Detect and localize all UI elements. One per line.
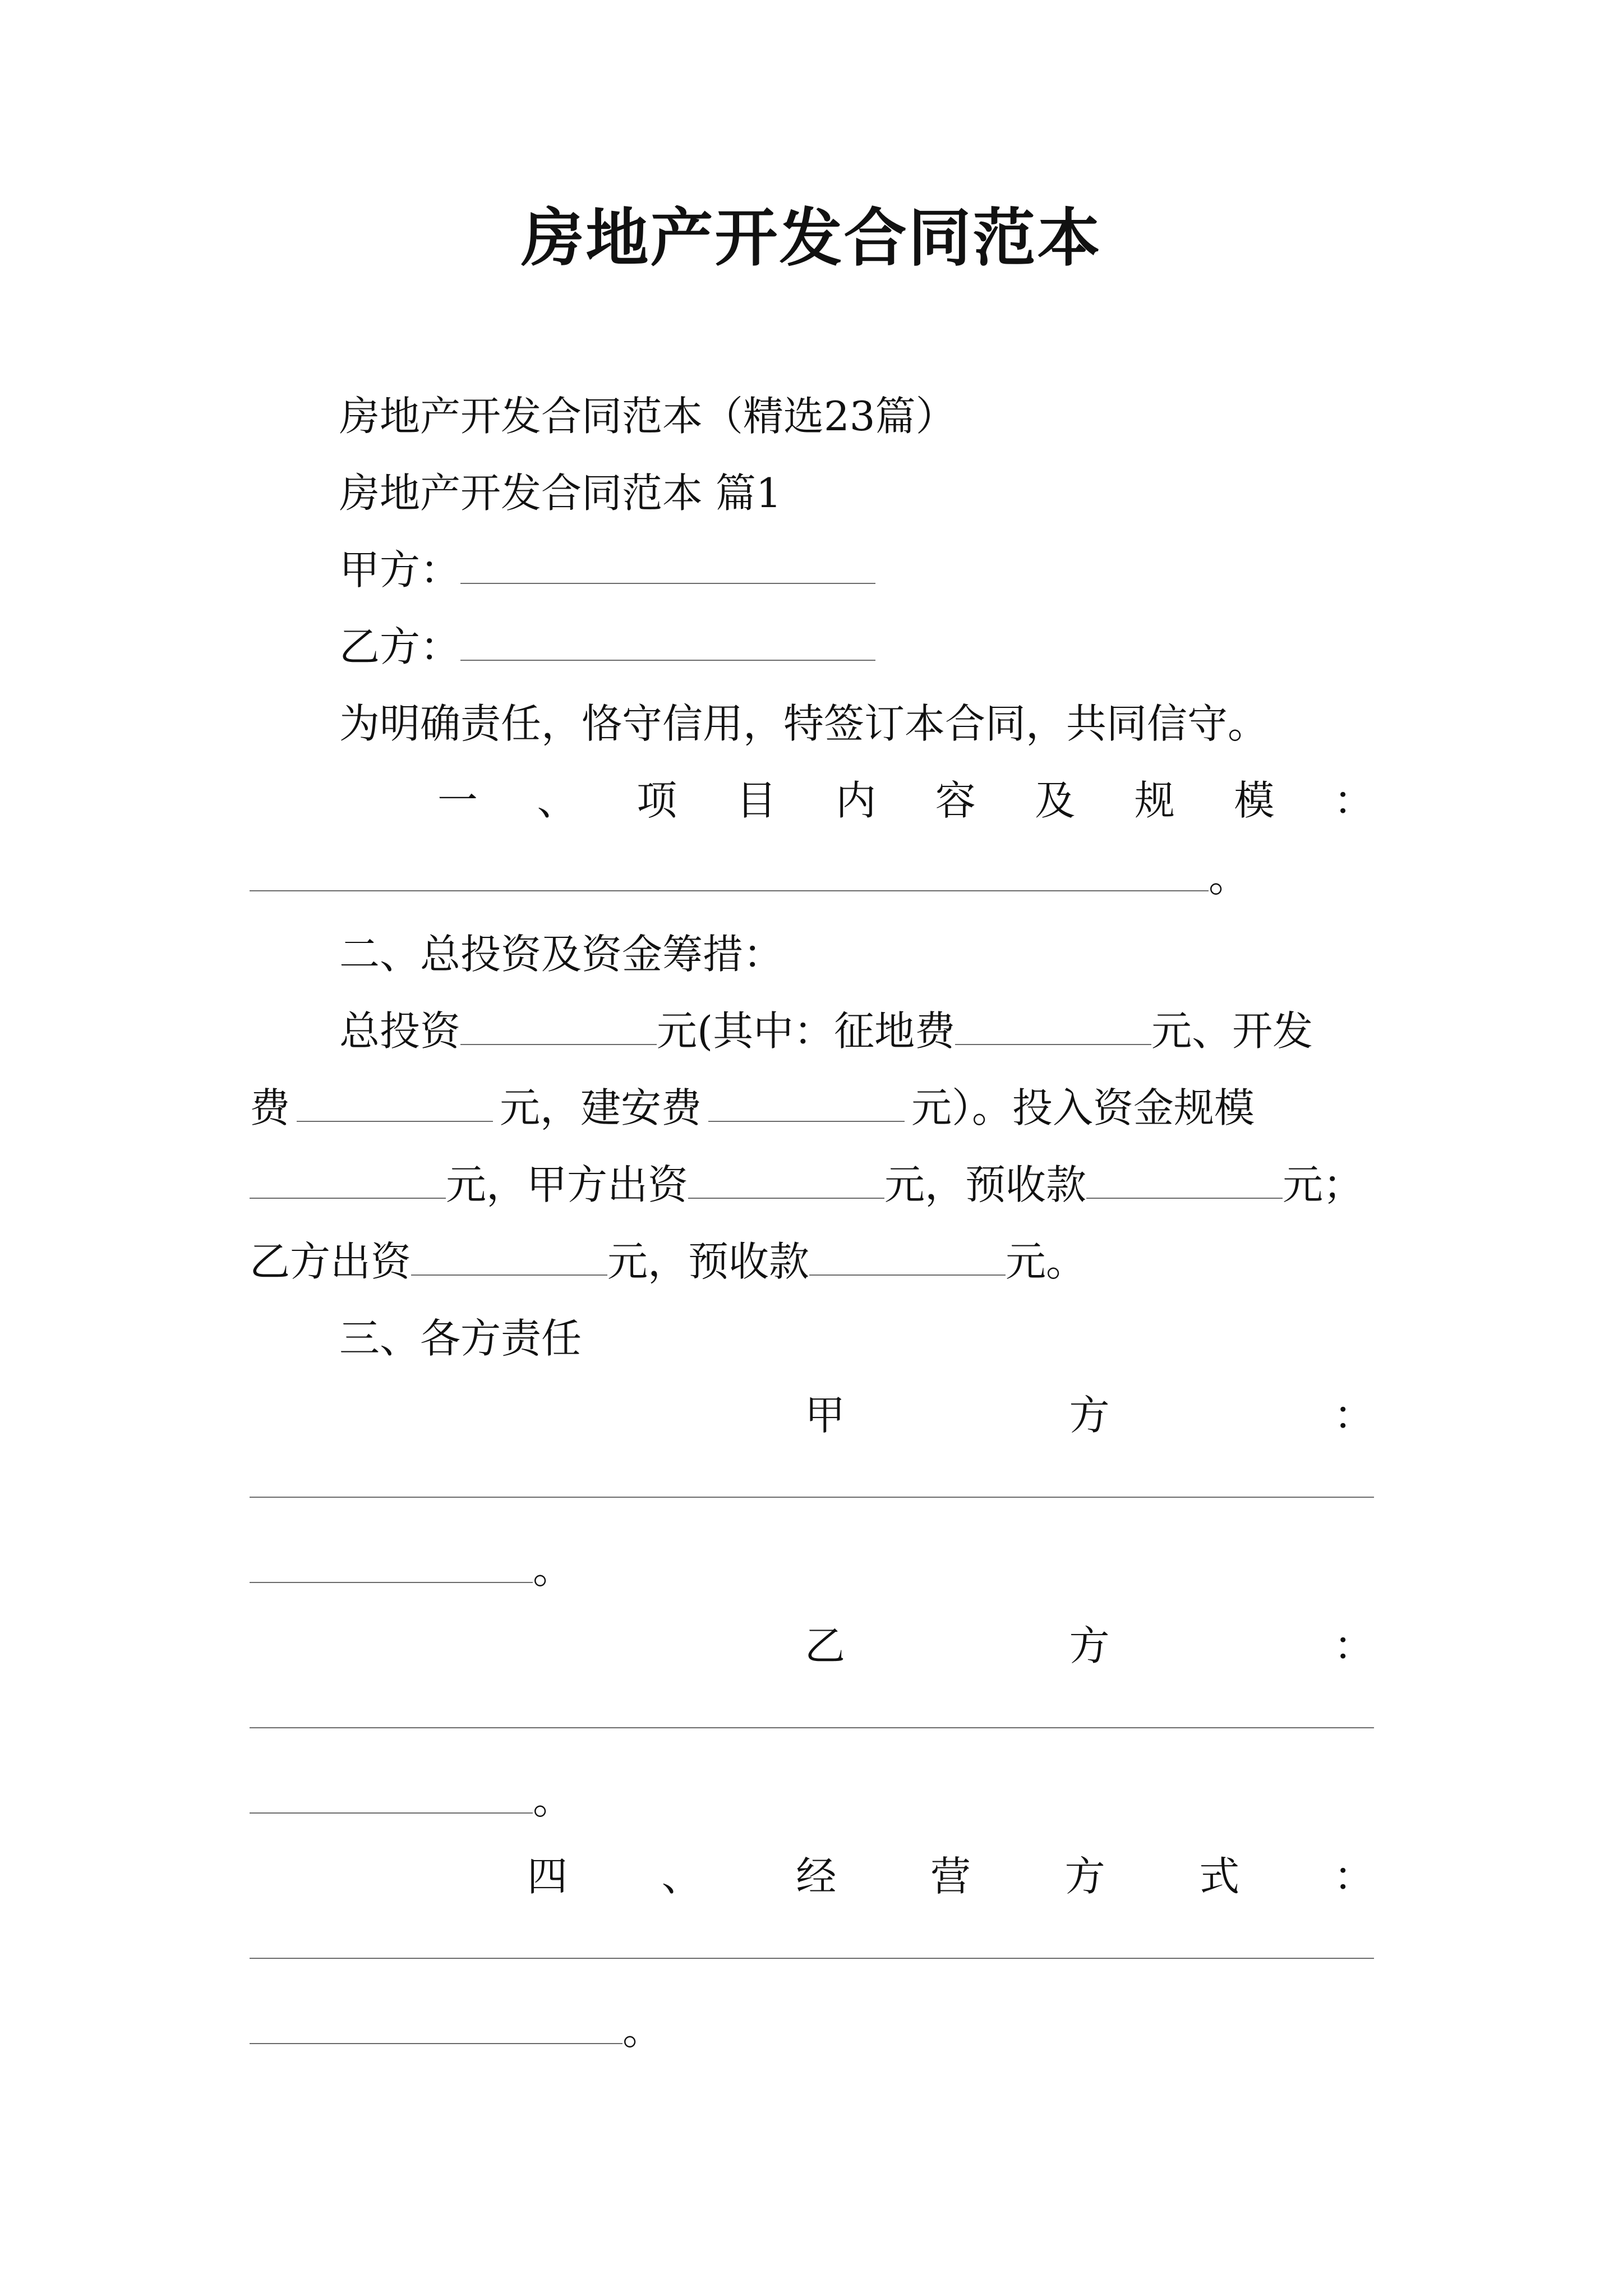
item1-blank [250,855,1209,891]
item3-char: 甲 [805,1392,846,1439]
item1-char: 模 [1234,777,1275,824]
party-a-prepaid-blank [1086,1163,1283,1199]
item4-char: ： [1333,1853,1374,1900]
item3-end: 。 [533,1776,574,1823]
item3-party-a-blank-line [250,1462,1405,1522]
construction-fee-blank [708,1086,905,1122]
item4-char: 式 [1199,1853,1240,1900]
item1-char: 目 [736,777,777,824]
item1-char: 、 [537,777,578,824]
item2-text: 元，建安费 [500,1084,702,1131]
item1-end: 。 [1209,854,1249,901]
investment-scale-blank [250,1163,446,1199]
party-b-label: 乙方： [339,623,461,670]
party-a-blank [460,548,875,584]
operation-mode-blank [250,1923,1374,1959]
item3-char: ： [1333,1622,1374,1669]
item3-party-a-line [805,1385,1374,1446]
item2-line3 [250,1154,1405,1215]
party-b-capital-blank [411,1240,607,1276]
item1-blank-line [250,847,1405,908]
party-b-line [339,616,1405,677]
item2-text: 元，甲方出资 [446,1161,689,1208]
party-a-line [339,540,1405,600]
subtitle: 房地产开发合同范本（精选23篇） [339,393,956,440]
item1-heading [437,770,1374,831]
item1-char: 及 [1035,777,1076,824]
item2-text: 元）。投入资金规模 [911,1084,1255,1131]
item3-char: 方 [1069,1622,1110,1669]
item2-text: 元； [1283,1161,1364,1208]
item3-party-a-blank-line2 [250,1539,1405,1599]
item2-text: 总投资 [339,1007,461,1055]
item4-char: 方 [1064,1853,1105,1900]
item2-text: 费 [250,1084,291,1131]
item4-blank-line2 [250,2000,1405,2060]
item1-char: 内 [836,777,877,824]
item1-char: ： [1333,777,1374,824]
item3-heading: 三、各方责任 [339,1315,582,1362]
party-a-capital-blank [688,1163,884,1199]
item1-char: 规 [1134,777,1175,824]
section-title: 房地产开发合同范本 篇1 [339,470,782,517]
document-title: 房地产开发合同范本 [521,202,1102,275]
item2-line4 [250,1231,1405,1292]
party-a-label: 甲方： [339,546,461,593]
total-investment-blank [460,1009,657,1045]
item3-party-b-blank-line2 [250,1769,1405,1830]
item2-text: 乙方出资 [250,1238,412,1285]
item2-line2 [250,1078,1405,1138]
item2-text: 元、开发 [1151,1007,1313,1055]
item2-text: 元，预收款 [607,1238,810,1285]
item3-end: 。 [533,1545,574,1593]
item4-char: 经 [796,1853,837,1900]
party-b-duty-blank [250,1692,1374,1728]
party-a-duty-blank-2 [250,1547,533,1583]
development-fee-blank [297,1086,493,1122]
item3-party-b-line [805,1616,1374,1676]
item4-char: 、 [661,1853,702,1900]
party-a-duty-blank [250,1462,1374,1498]
item4-end: 。 [623,2007,663,2054]
item3-char: ： [1333,1392,1374,1439]
item2-line1 [339,1001,1405,1061]
party-b-blank [460,625,875,661]
intro-paragraph: 为明确责任，恪守信用，特签订本合同，共同信守。 [339,700,1269,747]
party-b-prepaid-blank [809,1240,1006,1276]
operation-mode-blank-2 [250,2008,623,2044]
item1-char: 容 [935,777,976,824]
item3-party-b-blank-line [250,1692,1405,1753]
item2-text: 元(其中：征地费 [657,1007,956,1055]
item2-heading: 二、总投资及资金筹措： [339,931,784,978]
party-b-duty-blank-2 [250,1778,533,1814]
item3-char: 乙 [805,1622,846,1669]
item4-char: 营 [930,1853,971,1900]
item1-char: 一 [437,777,478,824]
item4-heading [527,1846,1374,1907]
item1-char: 项 [637,777,677,824]
item2-text: 元。 [1006,1238,1087,1285]
land-fee-blank [955,1009,1151,1045]
item4-blank-line [250,1923,1405,1984]
item2-text: 元，预收款 [884,1161,1087,1208]
item4-char: 四 [527,1853,568,1900]
item3-char: 方 [1069,1392,1110,1439]
